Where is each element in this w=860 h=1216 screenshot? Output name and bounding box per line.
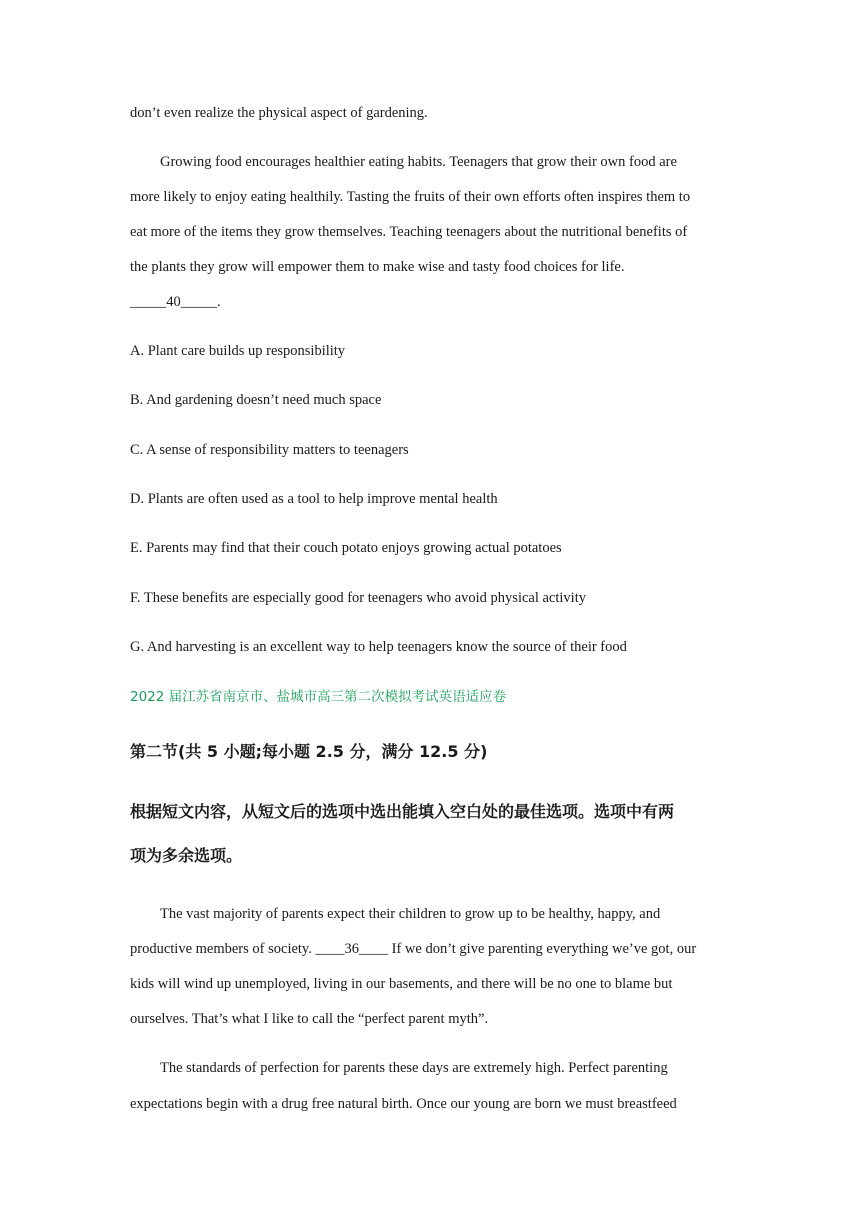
blank-40: _____40_____.	[130, 294, 221, 310]
section-heading: 第二节(共 5 小题;每小题 2.5 分，满分 12.5 分)	[130, 742, 488, 761]
blank-36: ____36____	[315, 941, 388, 957]
passage2-text: productive members of society.	[130, 941, 316, 957]
option-a: A. Plant care builds up responsibility	[130, 343, 346, 359]
passage2-line: kids will wind up unemployed, living in our basements, and there will be no one to blame but	[130, 976, 673, 992]
passage1-line: Growing food encourages healthier eating habits. Teenagers that grow their own food are	[160, 154, 677, 170]
passage1-line: eat more of the items they grow themselves. Teaching teenagers about the nutritional benefits of	[130, 224, 688, 240]
passage1-line: more likely to enjoy eating healthily. Tasting the fruits of their own efforts often inspires them to	[130, 189, 691, 205]
option-g: G. And harvesting is an excellent way to help teenagers know the source of their food	[130, 639, 627, 655]
source-title: 2022 届江苏省南京市、盐城市高三第二次模拟考试英语适应卷	[130, 689, 507, 705]
option-c: C. A sense of responsibility matters to teenagers	[130, 442, 409, 458]
passage2-text: If we don’t give parenting everything we’ve got, our	[388, 941, 697, 957]
instructions-line: 根据短文内容，从短文后的选项中选出能填入空白处的最佳选项。选项中有两	[130, 802, 675, 821]
passage2-line: ourselves. That’s what I like to call the “perfect parent myth”.	[130, 1011, 489, 1027]
option-b: B. And gardening doesn’t need much space	[130, 392, 382, 408]
option-f: F. These benefits are especially good for teenagers who avoid physical activity	[130, 590, 586, 606]
passage2-line: expectations begin with a drug free natural birth. Once our young are born we must breastfeed	[130, 1096, 677, 1112]
instructions-line: 项为多余选项。	[130, 846, 243, 865]
passage1-line: don’t even realize the physical aspect of gardening.	[130, 105, 428, 121]
passage2-line: The standards of perfection for parents these days are extremely high. Perfect parenting	[160, 1060, 668, 1076]
passage2-line: The vast majority of parents expect their children to grow up to be healthy, happy, and	[160, 906, 661, 922]
option-d: D. Plants are often used as a tool to help improve mental health	[130, 491, 498, 507]
passage1-line: the plants they grow will empower them to make wise and tasty food choices for life.	[130, 259, 625, 275]
passage2-line	[130, 939, 696, 959]
option-e: E. Parents may find that their couch potato enjoys growing actual potatoes	[130, 540, 562, 556]
